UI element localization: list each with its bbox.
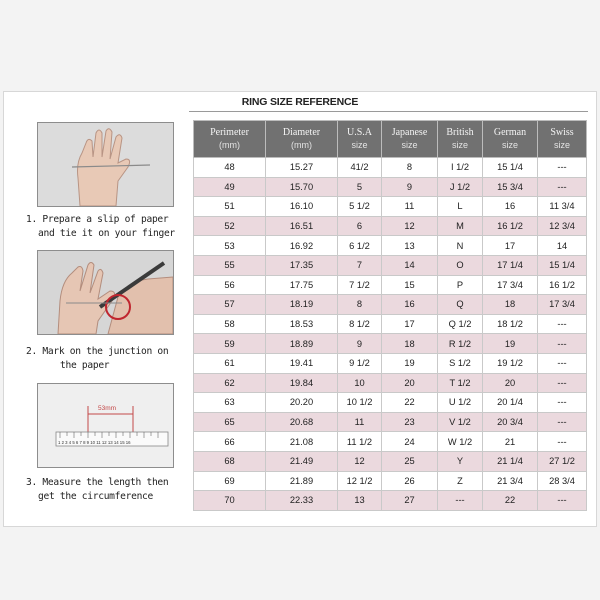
table-cell: U 1/2 bbox=[438, 393, 483, 413]
table-cell: 18.53 bbox=[266, 314, 338, 334]
table-cell: --- bbox=[538, 432, 587, 452]
table-cell: 8 1/2 bbox=[338, 314, 382, 334]
column-header-name: Japanese bbox=[391, 127, 428, 138]
table-cell: O bbox=[438, 255, 483, 275]
table-cell: --- bbox=[538, 334, 587, 354]
table-row bbox=[194, 177, 587, 197]
ring-size-table bbox=[193, 120, 587, 511]
column-header bbox=[438, 121, 483, 158]
step-2-line-2: the paper bbox=[60, 360, 110, 371]
table-cell: 23 bbox=[382, 412, 438, 432]
table-cell: 5 1/2 bbox=[338, 197, 382, 217]
table-row bbox=[194, 432, 587, 452]
table-cell: 10 1/2 bbox=[338, 393, 382, 413]
table-cell: 5 bbox=[338, 177, 382, 197]
table-cell: 14 bbox=[538, 236, 587, 256]
table-cell: 20.68 bbox=[266, 412, 338, 432]
table-cell: 22.33 bbox=[266, 491, 338, 511]
table-cell: Z bbox=[438, 471, 483, 491]
table-cell: 68 bbox=[194, 451, 266, 471]
table-cell: 19 bbox=[483, 334, 538, 354]
column-header-unit: size bbox=[451, 140, 468, 150]
table-cell: 18 1/2 bbox=[483, 314, 538, 334]
table-cell: 56 bbox=[194, 275, 266, 295]
table-row bbox=[194, 158, 587, 178]
ring-size-sheet bbox=[3, 91, 597, 527]
table-cell: S 1/2 bbox=[438, 353, 483, 373]
table-cell: M bbox=[438, 216, 483, 236]
column-header bbox=[338, 121, 382, 158]
column-header-unit: (mm) bbox=[219, 140, 240, 150]
step-3-line-2: get the circumference bbox=[38, 491, 153, 502]
table-cell: 15 1/4 bbox=[483, 158, 538, 178]
ruler-measure-label: 53mm bbox=[98, 405, 117, 412]
table-row bbox=[194, 236, 587, 256]
table-cell: 19 bbox=[382, 353, 438, 373]
table-cell: --- bbox=[438, 491, 483, 511]
table-cell: --- bbox=[538, 491, 587, 511]
step-3-line-1: 3. Measure the length then bbox=[26, 477, 169, 488]
table-cell: 21.89 bbox=[266, 471, 338, 491]
step-1-text bbox=[26, 213, 186, 241]
table-cell: 70 bbox=[194, 491, 266, 511]
column-header-unit: size bbox=[553, 140, 570, 150]
table-cell: L bbox=[438, 197, 483, 217]
table-cell: --- bbox=[538, 353, 587, 373]
table-cell: 66 bbox=[194, 432, 266, 452]
table-cell: 17 bbox=[382, 314, 438, 334]
table-cell: 69 bbox=[194, 471, 266, 491]
step-2-mark-photo bbox=[37, 250, 174, 335]
table-cell: 21.49 bbox=[266, 451, 338, 471]
table-cell: T 1/2 bbox=[438, 373, 483, 393]
table-cell: 62 bbox=[194, 373, 266, 393]
table-cell: 20 bbox=[382, 373, 438, 393]
step-3-text bbox=[26, 476, 186, 504]
table-cell: 12 3/4 bbox=[538, 216, 587, 236]
table-cell: 49 bbox=[194, 177, 266, 197]
table-cell: 61 bbox=[194, 353, 266, 373]
table-cell: 18.19 bbox=[266, 295, 338, 315]
table-cell: 8 bbox=[382, 158, 438, 178]
table-cell: 51 bbox=[194, 197, 266, 217]
step-3-ruler-image bbox=[37, 383, 174, 468]
table-cell: --- bbox=[538, 412, 587, 432]
table-cell: --- bbox=[538, 314, 587, 334]
table-row bbox=[194, 197, 587, 217]
table-cell: 6 bbox=[338, 216, 382, 236]
column-header bbox=[538, 121, 587, 158]
table-cell: V 1/2 bbox=[438, 412, 483, 432]
table-cell: 17 bbox=[483, 236, 538, 256]
table-cell: 17.35 bbox=[266, 255, 338, 275]
table-cell: 22 bbox=[483, 491, 538, 511]
table-cell: 10 bbox=[338, 373, 382, 393]
table-cell: 21 1/4 bbox=[483, 451, 538, 471]
table-cell: 21.08 bbox=[266, 432, 338, 452]
column-header-name: Diameter bbox=[282, 127, 321, 138]
step-1-line-2: and tie it on your finger bbox=[38, 228, 175, 239]
table-cell: 15.27 bbox=[266, 158, 338, 178]
table-cell: 11 1/2 bbox=[338, 432, 382, 452]
table-cell: J 1/2 bbox=[438, 177, 483, 197]
table-header-row bbox=[194, 121, 587, 158]
table-cell: Q 1/2 bbox=[438, 314, 483, 334]
table-cell: 19.41 bbox=[266, 353, 338, 373]
table-cell: 9 bbox=[382, 177, 438, 197]
table-row bbox=[194, 275, 587, 295]
table-cell: 14 bbox=[382, 255, 438, 275]
table-cell: 19.84 bbox=[266, 373, 338, 393]
table-row bbox=[194, 451, 587, 471]
table-cell: 27 bbox=[382, 491, 438, 511]
column-header-unit: size bbox=[401, 140, 418, 150]
table-cell: 12 bbox=[382, 216, 438, 236]
table-cell: 7 1/2 bbox=[338, 275, 382, 295]
table-cell: 53 bbox=[194, 236, 266, 256]
table-cell: 28 3/4 bbox=[538, 471, 587, 491]
column-header-name: German bbox=[493, 127, 527, 138]
table-cell: 20 3/4 bbox=[483, 412, 538, 432]
table-cell: 16 bbox=[382, 295, 438, 315]
table-cell: 27 1/2 bbox=[538, 451, 587, 471]
table-row bbox=[194, 471, 587, 491]
table-cell: 12 1/2 bbox=[338, 471, 382, 491]
table-row bbox=[194, 373, 587, 393]
table-cell: --- bbox=[538, 158, 587, 178]
table-cell: 13 bbox=[382, 236, 438, 256]
table-cell: I 1/2 bbox=[438, 158, 483, 178]
table-cell: P bbox=[438, 275, 483, 295]
table-body bbox=[194, 158, 587, 511]
table-cell: 17 3/4 bbox=[538, 295, 587, 315]
table-cell: 12 bbox=[338, 451, 382, 471]
table-cell: 8 bbox=[338, 295, 382, 315]
table-cell: 16 1/2 bbox=[483, 216, 538, 236]
table-cell: 65 bbox=[194, 412, 266, 432]
table-cell: 59 bbox=[194, 334, 266, 354]
table-cell: 26 bbox=[382, 471, 438, 491]
table-cell: Y bbox=[438, 451, 483, 471]
table-row bbox=[194, 216, 587, 236]
table-cell: 11 3/4 bbox=[538, 197, 587, 217]
table-cell: --- bbox=[538, 373, 587, 393]
column-header-unit: (mm) bbox=[291, 140, 312, 150]
table-cell: 15 3/4 bbox=[483, 177, 538, 197]
table-cell: 18 bbox=[382, 334, 438, 354]
column-header-unit: size bbox=[351, 140, 368, 150]
table-cell: 41/2 bbox=[338, 158, 382, 178]
table-cell: 6 1/2 bbox=[338, 236, 382, 256]
table-cell: 55 bbox=[194, 255, 266, 275]
column-header bbox=[483, 121, 538, 158]
column-header-name: Perimeter bbox=[210, 127, 249, 138]
table-cell: 20.20 bbox=[266, 393, 338, 413]
table-cell: 25 bbox=[382, 451, 438, 471]
table-cell: 16 1/2 bbox=[538, 275, 587, 295]
ruler-scale: 1 2 3 4 5 6 7 8 9 10 11 12 13 14 15 16 bbox=[58, 440, 131, 445]
table-cell: 24 bbox=[382, 432, 438, 452]
table-cell: 17 3/4 bbox=[483, 275, 538, 295]
table-cell: 21 3/4 bbox=[483, 471, 538, 491]
table-row bbox=[194, 334, 587, 354]
table-cell: 11 bbox=[338, 412, 382, 432]
step-1-line-1: 1. Prepare a slip of paper bbox=[26, 214, 169, 225]
table-cell: 22 bbox=[382, 393, 438, 413]
table-cell: 17 1/4 bbox=[483, 255, 538, 275]
table-cell: 18.89 bbox=[266, 334, 338, 354]
step-1-hand-photo bbox=[37, 122, 174, 207]
table-cell: 13 bbox=[338, 491, 382, 511]
title-divider bbox=[189, 111, 588, 112]
table-cell: 52 bbox=[194, 216, 266, 236]
table-cell: 15 bbox=[382, 275, 438, 295]
table-cell: 20 bbox=[483, 373, 538, 393]
table-cell: --- bbox=[538, 393, 587, 413]
table-cell: --- bbox=[538, 177, 587, 197]
table-cell: W 1/2 bbox=[438, 432, 483, 452]
column-header-name: U.S.A bbox=[346, 127, 372, 138]
table-row bbox=[194, 255, 587, 275]
table-cell: R 1/2 bbox=[438, 334, 483, 354]
column-header-name: Swiss bbox=[550, 127, 574, 138]
table-cell: 16.92 bbox=[266, 236, 338, 256]
column-header bbox=[382, 121, 438, 158]
table-cell: 16 bbox=[483, 197, 538, 217]
table-cell: 7 bbox=[338, 255, 382, 275]
table-cell: 11 bbox=[382, 197, 438, 217]
table-cell: 57 bbox=[194, 295, 266, 315]
column-header bbox=[266, 121, 338, 158]
table-cell: 58 bbox=[194, 314, 266, 334]
table-cell: 48 bbox=[194, 158, 266, 178]
table-row bbox=[194, 295, 587, 315]
table-cell: 16.51 bbox=[266, 216, 338, 236]
step-2-line-1: 2. Mark on the junction on bbox=[26, 346, 169, 357]
table-cell: N bbox=[438, 236, 483, 256]
table-cell: 9 1/2 bbox=[338, 353, 382, 373]
table-cell: 20 1/4 bbox=[483, 393, 538, 413]
table-cell: 63 bbox=[194, 393, 266, 413]
table-row bbox=[194, 314, 587, 334]
table-row bbox=[194, 353, 587, 373]
table-cell: 17.75 bbox=[266, 275, 338, 295]
table-cell: Q bbox=[438, 295, 483, 315]
table-row bbox=[194, 412, 587, 432]
table-cell: 21 bbox=[483, 432, 538, 452]
table-cell: 18 bbox=[483, 295, 538, 315]
step-2-text bbox=[26, 345, 186, 373]
column-header-unit: size bbox=[501, 140, 518, 150]
table-cell: 15.70 bbox=[266, 177, 338, 197]
page-title: RING SIZE REFERENCE bbox=[241, 96, 359, 108]
table-cell: 9 bbox=[338, 334, 382, 354]
table-row bbox=[194, 491, 587, 511]
column-header bbox=[194, 121, 266, 158]
column-header-name: British bbox=[446, 127, 474, 138]
table-cell: 19 1/2 bbox=[483, 353, 538, 373]
table-row bbox=[194, 393, 587, 413]
table-cell: 16.10 bbox=[266, 197, 338, 217]
table-cell: 15 1/4 bbox=[538, 255, 587, 275]
